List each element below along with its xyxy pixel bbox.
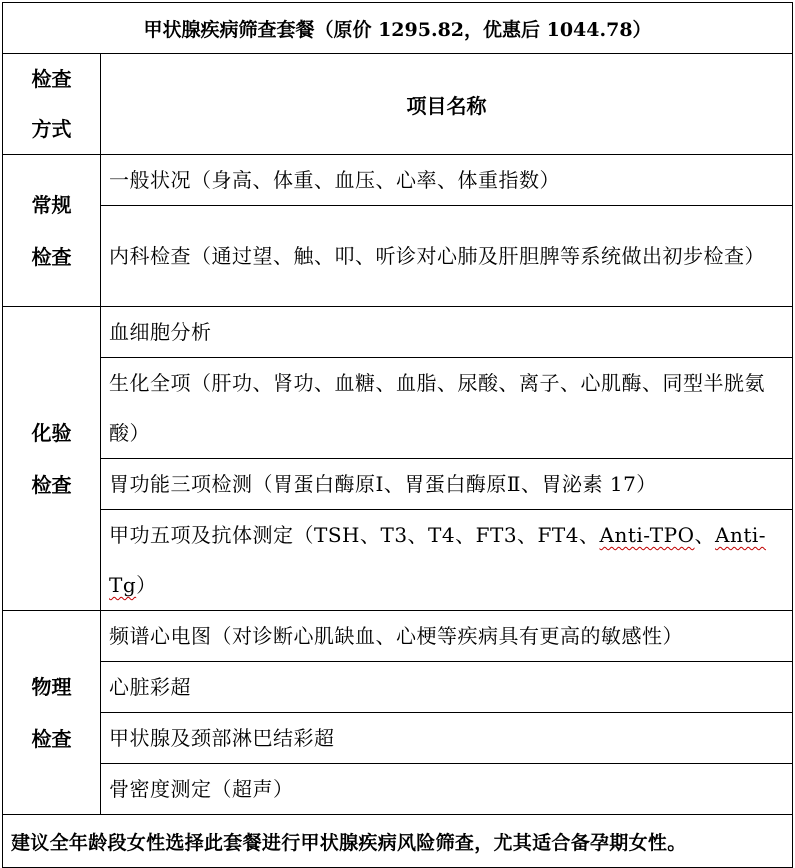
item-bone-density: 骨密度测定（超声） <box>101 764 793 815</box>
table-row <box>3 358 793 459</box>
table-row <box>3 662 793 713</box>
thyroid-sep: 、 <box>694 523 715 547</box>
footer-row <box>3 815 793 868</box>
item-ecg: 频谱心电图（对诊断心肌缺血、心梗等疾病具有更高的敏感性） <box>101 611 793 662</box>
category-routine <box>3 155 101 307</box>
category-physical <box>3 611 101 815</box>
table-row <box>3 206 793 307</box>
package-title: 甲状腺疾病筛查套餐（原价 1295.82，优惠后 1044.78） <box>3 3 793 54</box>
item-internal-medicine: 内科检查（通过望、触、叩、听诊对心肺及肝胆脾等系统做出初步检查） <box>101 206 793 307</box>
header-method-line1: 检查 <box>31 67 72 91</box>
category-lab <box>3 307 101 611</box>
table-row <box>3 307 793 358</box>
item-general-condition: 一般状况（身高、体重、血压、心率、体重指数） <box>101 155 793 206</box>
item-biochemistry: 生化全项（肝功、肾功、血糖、血脂、尿酸、离子、心肌酶、同型半胱氨酸） <box>101 358 793 459</box>
header-row <box>3 54 793 155</box>
category-line2: 检查 <box>31 726 72 751</box>
item-thyroid-function <box>101 510 793 611</box>
item-gastric-function: 胃功能三项检测（胃蛋白酶原Ⅰ、胃蛋白酶原Ⅱ、胃泌素 17） <box>101 459 793 510</box>
header-method <box>3 54 101 155</box>
item-thyroid-ultrasound: 甲状腺及颈部淋巴结彩超 <box>101 713 793 764</box>
category-line2: 检查 <box>31 472 72 497</box>
category-line1: 物理 <box>31 674 72 699</box>
table-row <box>3 764 793 815</box>
thyroid-prefix: 甲功五项及抗体测定（TSH、T3、T4、FT3、FT4、 <box>109 523 600 547</box>
item-cardiac-ultrasound: 心脏彩超 <box>101 662 793 713</box>
table-row <box>3 713 793 764</box>
anti-tg: Anti-Tg <box>109 523 767 597</box>
thyroid-suffix: ） <box>136 573 157 597</box>
recommendation-note: 建议全年龄段女性选择此套餐进行甲状腺疾病风险筛查，尤其适合备孕期女性。 <box>3 815 793 868</box>
anti-tpo: Anti-TPO <box>599 523 695 547</box>
header-method-line2: 方式 <box>31 117 72 141</box>
table-row <box>3 510 793 611</box>
table-row <box>3 459 793 510</box>
category-line2: 检查 <box>31 244 72 269</box>
header-item-name: 项目名称 <box>101 54 793 155</box>
table-row <box>3 155 793 206</box>
category-line1: 常规 <box>31 192 72 217</box>
title-row <box>3 3 793 54</box>
screening-package-table <box>2 2 793 868</box>
category-line1: 化验 <box>31 420 72 445</box>
item-blood-cell: 血细胞分析 <box>101 307 793 358</box>
table-row <box>3 611 793 662</box>
